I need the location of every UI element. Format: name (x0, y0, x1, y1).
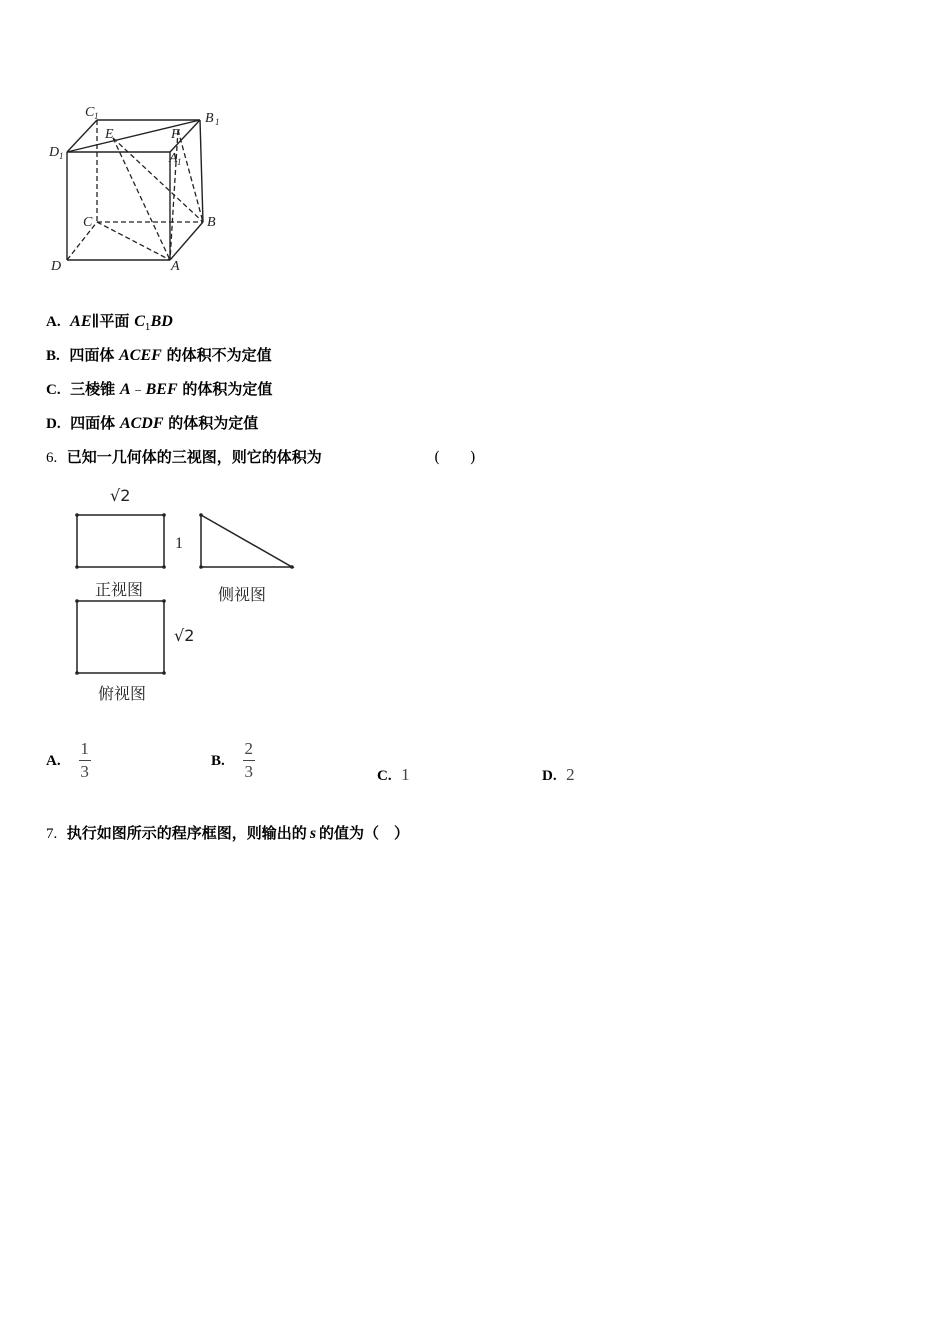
front-view-label: 正视图 (95, 580, 144, 599)
diag-ca (97, 222, 170, 260)
svg-text:A: A (169, 151, 178, 166)
q6-answer-paren: ( ) (434, 448, 476, 466)
side-view-triangle (201, 515, 292, 567)
svg-text:C: C (83, 215, 93, 230)
svg-text:B: B (205, 111, 214, 126)
seg-ea (113, 138, 170, 260)
svg-text:1: 1 (59, 151, 64, 161)
svg-text:E: E (105, 127, 114, 142)
edge-bb1 (200, 120, 203, 222)
q5-option-b[interactable]: B. 四面体 ACEF 的体积不为定值 (46, 346, 272, 364)
q6-stem: 6. 已知一几何体的三视图，则它的体积为 (46, 448, 322, 466)
svg-text:A: A (171, 259, 180, 274)
front-view-side-dimension: 1 (175, 535, 183, 552)
q7-stem: 7. 执行如图所示的程序框图，则输出的 s 的值为（ ） (46, 824, 410, 842)
q5-option-c[interactable]: C. 三棱锥 A﹣BEF 的体积为定值 (46, 380, 273, 398)
q5-option-d[interactable]: D. 四面体 ACDF 的体积为定值 (46, 414, 259, 432)
edge-d1c1 (67, 120, 97, 152)
fraction: $\frac{2}{3}$ (244, 739, 254, 781)
q6-option-c[interactable]: C. 1 (377, 765, 410, 784)
seg-fb (178, 130, 203, 222)
edge-dc (67, 222, 97, 260)
svg-text:D: D (51, 259, 62, 274)
side-view-label: 侧视图 (218, 585, 267, 604)
edge-ab (170, 222, 203, 260)
svg-text:D: D (49, 145, 60, 160)
q6-option-d[interactable]: D. 2 (542, 765, 575, 784)
top-view-rect (77, 601, 164, 673)
svg-text:1: 1 (215, 117, 220, 127)
svg-text:B: B (207, 215, 216, 230)
front-view-top-dimension: √2 (110, 486, 131, 505)
q5-option-a[interactable]: A. AE∥平面 $C_1BD$ (46, 312, 173, 333)
diag-d1b1 (67, 120, 200, 152)
cube-figure (45, 100, 225, 275)
svg-text:F: F (171, 127, 180, 142)
q6-option-a[interactable]: A. $\frac{1}{3}$ (46, 739, 89, 781)
seg-fa (170, 130, 178, 260)
front-view-rect (77, 515, 164, 567)
svg-text:1: 1 (177, 157, 182, 167)
svg-text:1: 1 (94, 111, 99, 121)
seg-eb (113, 138, 203, 222)
svg-text:C: C (85, 105, 95, 120)
top-view-label: 俯视图 (98, 684, 147, 703)
top-view-side-dimension: √2 (174, 626, 195, 645)
fraction: $\frac{1}{3}$ (80, 739, 89, 781)
q6-option-b[interactable]: B. $\frac{2}{3}$ (211, 739, 254, 781)
